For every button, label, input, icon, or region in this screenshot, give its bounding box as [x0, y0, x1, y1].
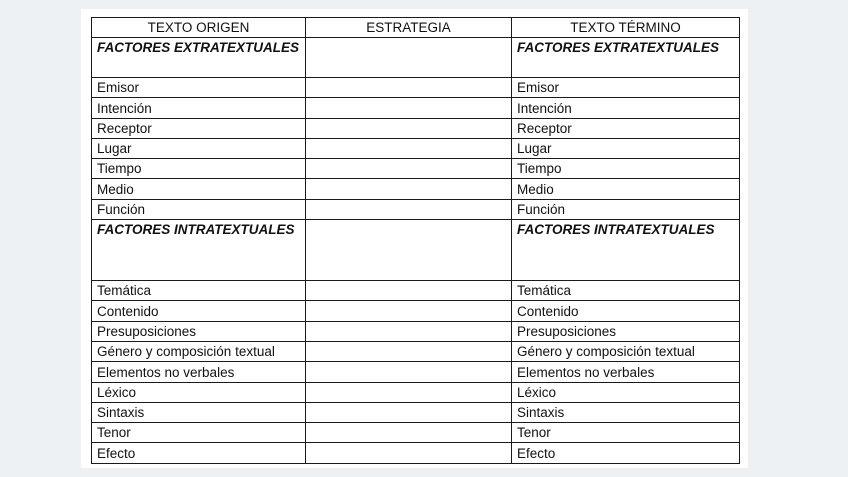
table-row [92, 159, 740, 179]
row-label-termino: Léxico [512, 382, 740, 402]
table-row [92, 341, 740, 361]
section-title-origen: FACTORES EXTRATEXTUALES [92, 38, 306, 78]
header-texto-termino: TEXTO TÉRMINO [512, 18, 740, 38]
table-row [92, 118, 740, 138]
strategy-cell [306, 199, 512, 219]
row-label-origen: Temática [92, 281, 306, 301]
row-label-termino: Sintaxis [512, 402, 740, 422]
row-label-origen: Lugar [92, 138, 306, 158]
table-row [92, 423, 740, 443]
strategy-cell [306, 220, 512, 281]
row-label-termino: Medio [512, 179, 740, 199]
table-row [92, 382, 740, 402]
document-page [81, 9, 748, 468]
table-row [92, 179, 740, 199]
row-label-termino: Efecto [512, 443, 740, 463]
row-label-termino: Lugar [512, 138, 740, 158]
strategy-cell [306, 301, 512, 321]
row-label-origen: Intención [92, 98, 306, 118]
strategy-cell [306, 443, 512, 463]
row-label-origen: Contenido [92, 301, 306, 321]
row-label-origen: Tiempo [92, 159, 306, 179]
strategy-cell [306, 98, 512, 118]
row-label-origen: Presuposiciones [92, 321, 306, 341]
strategy-cell [306, 402, 512, 422]
section-title-origen: FACTORES INTRATEXTUALES [92, 220, 306, 281]
table-row [92, 199, 740, 219]
row-label-termino: Tenor [512, 423, 740, 443]
header-estrategia: ESTRATEGIA [306, 18, 512, 38]
table-row [92, 301, 740, 321]
row-label-origen: Léxico [92, 382, 306, 402]
row-label-termino: Presuposiciones [512, 321, 740, 341]
strategy-cell [306, 423, 512, 443]
row-label-termino: Temática [512, 281, 740, 301]
section-row-intratextuales [92, 220, 740, 281]
strategy-cell [306, 138, 512, 158]
row-label-origen: Género y composición textual [92, 341, 306, 361]
strategy-cell [306, 281, 512, 301]
strategy-cell [306, 179, 512, 199]
strategy-cell [306, 38, 512, 78]
strategy-cell [306, 321, 512, 341]
strategy-cell [306, 159, 512, 179]
row-label-origen: Emisor [92, 78, 306, 98]
section-row-extratextuales [92, 38, 740, 78]
table-row [92, 362, 740, 382]
table-row [92, 321, 740, 341]
row-label-origen: Sintaxis [92, 402, 306, 422]
row-label-origen: Receptor [92, 118, 306, 138]
row-label-termino: Función [512, 199, 740, 219]
strategy-cell [306, 362, 512, 382]
section-title-termino: FACTORES EXTRATEXTUALES [512, 38, 740, 78]
table-header-row [92, 18, 740, 38]
table-row [92, 402, 740, 422]
row-label-origen: Efecto [92, 443, 306, 463]
table-row [92, 138, 740, 158]
row-label-termino: Contenido [512, 301, 740, 321]
strategy-cell [306, 78, 512, 98]
strategy-cell [306, 382, 512, 402]
header-texto-origen: TEXTO ORIGEN [92, 18, 306, 38]
row-label-origen: Función [92, 199, 306, 219]
table-row [92, 443, 740, 463]
row-label-termino: Elementos no verbales [512, 362, 740, 382]
row-label-origen: Elementos no verbales [92, 362, 306, 382]
row-label-termino: Género y composición textual [512, 341, 740, 361]
row-label-origen: Tenor [92, 423, 306, 443]
table-row [92, 98, 740, 118]
row-label-termino: Receptor [512, 118, 740, 138]
row-label-termino: Tiempo [512, 159, 740, 179]
translation-analysis-table [91, 17, 740, 464]
strategy-cell [306, 118, 512, 138]
table-row [92, 281, 740, 301]
table-row [92, 78, 740, 98]
row-label-origen: Medio [92, 179, 306, 199]
section-title-termino: FACTORES INTRATEXTUALES [512, 220, 740, 281]
row-label-termino: Emisor [512, 78, 740, 98]
strategy-cell [306, 341, 512, 361]
row-label-termino: Intención [512, 98, 740, 118]
